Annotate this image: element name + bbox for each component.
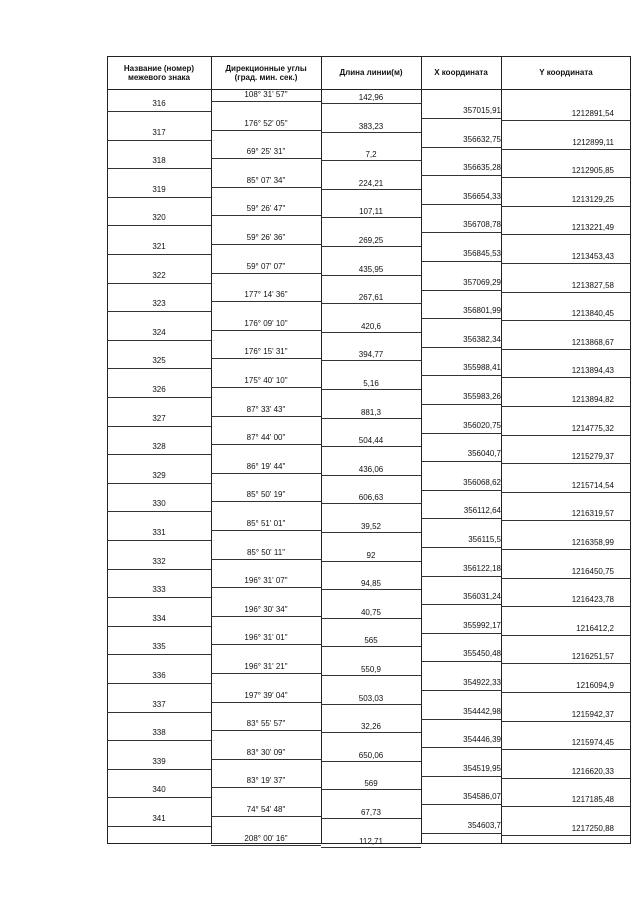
row-divider — [107, 111, 211, 112]
marker-number: 317 — [152, 127, 166, 137]
direction-angle: 176° 09' 10" — [244, 318, 288, 328]
row-divider — [321, 561, 421, 562]
row-divider — [501, 406, 631, 407]
row-divider — [211, 787, 321, 788]
row-divider — [321, 389, 421, 390]
marker-number: 320 — [152, 213, 166, 223]
direction-angle: 59° 26' 36" — [246, 233, 286, 242]
y-coordinate: 1215974,45 — [571, 738, 614, 748]
direction-angle: 87° 44' 00" — [246, 433, 286, 443]
marker-number: 333 — [152, 585, 166, 595]
line-length: 142,96 — [358, 93, 384, 102]
row-divider — [421, 318, 501, 319]
line-length: 40,75 — [360, 607, 382, 617]
y-coordinate: 1213868,67 — [571, 337, 614, 347]
row-divider — [321, 532, 421, 533]
row-divider — [107, 454, 211, 455]
row-divider — [107, 397, 211, 398]
row-divider — [501, 435, 631, 436]
y-coordinate: 1217250,88 — [571, 824, 614, 833]
marker-number: 328 — [152, 442, 166, 452]
row-divider — [501, 578, 631, 579]
row-divider — [501, 835, 631, 836]
line-length: 650,06 — [358, 750, 384, 760]
row-divider — [211, 559, 321, 560]
x-coordinate: 354586,07 — [463, 792, 501, 802]
row-divider — [321, 303, 421, 304]
direction-angle: 197° 39' 04" — [244, 690, 288, 700]
row-divider — [321, 132, 421, 133]
row-divider — [321, 675, 421, 676]
marker-number: 330 — [152, 499, 166, 509]
header-divider — [107, 89, 631, 90]
line-length: 32,26 — [360, 722, 382, 732]
row-divider — [321, 360, 421, 361]
x-coordinate: 356040,7 — [467, 449, 501, 459]
row-divider — [321, 446, 421, 447]
row-divider — [321, 761, 421, 762]
line-length: 394,77 — [358, 350, 384, 360]
row-divider — [321, 732, 421, 733]
row-divider — [321, 189, 421, 190]
row-divider — [107, 797, 211, 798]
direction-angle: 83° 55' 57" — [246, 719, 286, 729]
x-coordinate: 356632,75 — [463, 134, 501, 144]
row-divider — [501, 635, 631, 636]
direction-angle: 69° 25' 31" — [246, 147, 286, 157]
marker-number: 331 — [152, 528, 166, 537]
marker-number: 316 — [152, 99, 166, 108]
x-coordinate: 356031,24 — [463, 592, 501, 602]
row-divider — [107, 826, 211, 827]
y-coordinate: 1216319,57 — [571, 509, 614, 519]
line-length: 420,6 — [360, 321, 382, 331]
row-divider — [321, 160, 421, 161]
direction-angle: 196° 31' 07" — [244, 576, 288, 586]
row-divider — [501, 520, 631, 521]
row-divider — [501, 463, 631, 464]
line-length: 112,71 — [359, 836, 383, 846]
direction-angle: 83° 19' 37" — [246, 776, 286, 786]
x-coordinate: 356068,62 — [463, 477, 501, 487]
row-divider — [421, 804, 501, 805]
direction-angle: 175° 40' 10" — [244, 376, 288, 385]
row-divider — [321, 847, 421, 848]
row-divider — [421, 290, 501, 291]
x-coordinate: 354922,33 — [463, 678, 501, 687]
row-divider — [321, 275, 421, 276]
marker-number: 326 — [152, 385, 166, 394]
row-divider — [211, 387, 321, 388]
row-divider — [107, 168, 211, 169]
row-divider — [421, 747, 501, 748]
y-coordinate: 1216423,78 — [571, 595, 614, 605]
header-x-coordinate: X координата — [434, 68, 488, 77]
row-divider — [211, 158, 321, 159]
direction-angle: 177° 14' 36" — [244, 290, 288, 300]
row-divider — [421, 833, 501, 834]
x-coordinate: 356112,64 — [463, 506, 501, 516]
x-coordinate: 354519,95 — [463, 763, 501, 773]
row-divider — [321, 618, 421, 619]
row-divider — [107, 683, 211, 684]
row-divider — [421, 776, 501, 777]
line-length: 550,9 — [360, 665, 382, 674]
x-coordinate: 356708,78 — [463, 220, 501, 230]
row-divider — [211, 444, 321, 445]
row-divider — [211, 644, 321, 645]
x-coordinate: 354446,39 — [463, 735, 501, 745]
x-coordinate: 356122,18 — [463, 563, 501, 573]
direction-angle: 85° 07' 34" — [246, 175, 286, 185]
x-coordinate: 355450,48 — [463, 649, 501, 659]
row-divider — [421, 147, 501, 148]
x-coordinate: 355983,26 — [463, 392, 501, 401]
row-divider — [211, 587, 321, 588]
line-length: 504,44 — [358, 436, 384, 446]
y-coordinate: 1212899,11 — [572, 137, 614, 147]
direction-angle: 85° 50' 11" — [246, 547, 286, 557]
row-divider — [501, 606, 631, 607]
direction-angle: 196° 30' 34" — [244, 604, 288, 614]
row-divider — [107, 368, 211, 369]
row-divider — [321, 246, 421, 247]
row-divider — [211, 416, 321, 417]
line-length: 267,61 — [358, 293, 384, 303]
x-coordinate: 356382,34 — [463, 334, 501, 344]
y-coordinate: 1216620,33 — [571, 766, 614, 776]
marker-number: 339 — [152, 756, 166, 766]
y-coordinate: 1214775,32 — [571, 423, 614, 433]
y-coordinate: 1216358,99 — [571, 538, 614, 547]
x-coordinate: 355992,17 — [463, 620, 501, 630]
marker-number: 329 — [152, 470, 166, 480]
row-divider — [321, 217, 421, 218]
marker-number: 338 — [152, 728, 166, 738]
marker-number: 340 — [152, 785, 166, 795]
row-divider — [421, 490, 501, 491]
row-divider — [501, 549, 631, 550]
row-divider — [211, 101, 321, 102]
marker-number: 325 — [152, 356, 166, 366]
y-coordinate: 1213827,58 — [571, 280, 614, 290]
row-divider — [421, 576, 501, 577]
row-divider — [107, 225, 211, 226]
row-divider — [501, 149, 631, 150]
row-divider — [501, 292, 631, 293]
row-divider — [107, 254, 211, 255]
header-direction-angle: Дирекционные углы (град. мин. сек.) — [225, 63, 307, 82]
line-length: 94,85 — [360, 579, 382, 589]
row-divider — [421, 375, 501, 376]
x-coordinate: 356635,28 — [463, 163, 501, 173]
row-divider — [211, 759, 321, 760]
x-coordinate: 357015,91 — [463, 106, 501, 115]
row-divider — [321, 418, 421, 419]
marker-number: 337 — [152, 699, 166, 709]
y-coordinate: 1213221,49 — [571, 223, 614, 233]
y-coordinate: 1213453,43 — [571, 252, 614, 261]
direction-angle: 208° 00' 16" — [244, 833, 288, 843]
row-divider — [501, 120, 631, 121]
marker-number: 332 — [152, 556, 166, 566]
row-divider — [107, 654, 211, 655]
x-coordinate: 356020,75 — [463, 420, 501, 430]
row-divider — [211, 816, 321, 817]
row-divider — [211, 187, 321, 188]
marker-number: 324 — [152, 327, 166, 337]
marker-number: 327 — [152, 413, 166, 423]
row-divider — [211, 673, 321, 674]
header-line-length: Длина линии(м) — [339, 68, 403, 77]
x-coordinate: 356845,53 — [463, 249, 501, 258]
line-length: 269,25 — [358, 236, 384, 245]
row-divider — [421, 404, 501, 405]
row-divider — [107, 569, 211, 570]
row-divider — [501, 320, 631, 321]
row-divider — [421, 690, 501, 691]
row-divider — [501, 721, 631, 722]
row-divider — [421, 719, 501, 720]
row-divider — [321, 704, 421, 705]
y-coordinate: 1213129,25 — [571, 194, 614, 204]
direction-angle: 74° 54' 48" — [246, 805, 286, 814]
x-coordinate: 356801,99 — [463, 306, 501, 316]
line-length: 67,73 — [360, 808, 382, 817]
row-divider — [421, 118, 501, 119]
header-y-coordinate: Y координата — [539, 68, 593, 77]
row-divider — [421, 604, 501, 605]
direction-angle: 176° 52' 05" — [244, 118, 288, 128]
row-divider — [211, 845, 321, 846]
marker-number: 334 — [152, 613, 166, 623]
row-divider — [501, 263, 631, 264]
line-length: 606,63 — [358, 493, 384, 503]
marker-number: 321 — [152, 242, 166, 251]
row-divider — [421, 661, 501, 662]
line-length: 436,06 — [358, 464, 384, 474]
marker-number: 341 — [152, 814, 166, 823]
row-divider — [211, 730, 321, 731]
x-coordinate: 357069,29 — [463, 277, 501, 287]
row-divider — [107, 426, 211, 427]
row-divider — [501, 177, 631, 178]
marker-number: 336 — [152, 671, 166, 680]
row-divider — [211, 702, 321, 703]
row-divider — [421, 633, 501, 634]
marker-number: 323 — [152, 299, 166, 309]
marker-number: 322 — [152, 270, 166, 280]
row-divider — [501, 492, 631, 493]
x-coordinate: 356654,33 — [463, 191, 501, 201]
y-coordinate: 1215279,37 — [571, 452, 614, 462]
row-divider — [107, 311, 211, 312]
row-divider — [501, 663, 631, 664]
direction-angle: 196° 31' 21" — [244, 662, 288, 671]
row-divider — [421, 461, 501, 462]
row-divider — [321, 332, 421, 333]
x-coordinate: 356115,5 — [468, 535, 501, 544]
line-length: 503,03 — [358, 693, 384, 703]
row-divider — [501, 692, 631, 693]
line-length: 39,52 — [360, 522, 382, 531]
x-coordinate: 354603,7 — [467, 821, 501, 830]
row-divider — [501, 349, 631, 350]
row-divider — [501, 234, 631, 235]
row-divider — [421, 261, 501, 262]
row-divider — [107, 740, 211, 741]
row-divider — [107, 769, 211, 770]
line-length: 569 — [364, 779, 378, 789]
row-divider — [211, 358, 321, 359]
marker-number: 318 — [152, 156, 166, 166]
row-divider — [107, 712, 211, 713]
row-divider — [321, 503, 421, 504]
direction-angle: 59° 07' 07" — [246, 261, 286, 271]
direction-angle: 83° 30' 09" — [246, 747, 286, 757]
row-divider — [107, 483, 211, 484]
y-coordinate: 1213894,43 — [571, 366, 614, 376]
row-divider — [321, 103, 421, 104]
row-divider — [321, 589, 421, 590]
y-coordinate: 1215714,54 — [571, 480, 614, 490]
marker-number: 319 — [152, 184, 166, 194]
coordinates-table — [107, 56, 631, 844]
row-divider — [107, 626, 211, 627]
direction-angle: 87° 33' 43" — [246, 404, 286, 414]
line-length: 881,3 — [360, 407, 382, 417]
y-coordinate: 1216251,57 — [571, 652, 614, 662]
row-divider — [211, 244, 321, 245]
line-length: 383,23 — [358, 121, 384, 131]
row-divider — [501, 749, 631, 750]
row-divider — [107, 140, 211, 141]
row-divider — [107, 597, 211, 598]
row-divider — [321, 789, 421, 790]
row-divider — [321, 646, 421, 647]
row-divider — [211, 273, 321, 274]
row-divider — [421, 204, 501, 205]
row-divider — [421, 518, 501, 519]
y-coordinate: 1215942,37 — [571, 709, 614, 719]
row-divider — [211, 215, 321, 216]
row-divider — [421, 347, 501, 348]
row-divider — [421, 433, 501, 434]
direction-angle: 86° 19' 44" — [246, 461, 286, 471]
x-coordinate: 355988,41 — [463, 363, 501, 373]
y-coordinate: 1213894,82 — [571, 395, 614, 404]
row-divider — [211, 301, 321, 302]
row-divider — [421, 175, 501, 176]
row-divider — [321, 475, 421, 476]
row-divider — [211, 501, 321, 502]
header-marker-name: Название (номер) межевого знака — [123, 63, 195, 82]
y-coordinate: 1216450,75 — [571, 566, 614, 576]
row-divider — [421, 232, 501, 233]
y-coordinate: 1217185,48 — [571, 795, 614, 805]
row-divider — [321, 818, 421, 819]
line-length: 107,11 — [359, 207, 383, 217]
line-length: 7,2 — [365, 150, 377, 160]
line-length: 435,95 — [358, 264, 384, 274]
x-coordinate: 354442,98 — [463, 706, 501, 716]
line-length: 92 — [366, 550, 376, 560]
row-divider — [211, 616, 321, 617]
y-coordinate: 1212905,85 — [571, 166, 614, 176]
y-coordinate: 1213840,45 — [571, 309, 614, 319]
line-length: 5,16 — [363, 379, 379, 388]
direction-angle: 196° 31' 01" — [244, 633, 288, 643]
direction-angle: 85° 50' 19" — [246, 490, 286, 500]
row-divider — [211, 530, 321, 531]
marker-number: 335 — [152, 642, 166, 652]
y-coordinate: 1216412,2 — [576, 623, 614, 633]
y-coordinate: 1212891,54 — [571, 109, 614, 118]
row-divider — [421, 547, 501, 548]
direction-angle: 176° 15' 31" — [244, 347, 288, 357]
row-divider — [107, 540, 211, 541]
row-divider — [501, 806, 631, 807]
direction-angle: 85° 51' 01" — [246, 519, 286, 528]
row-divider — [211, 130, 321, 131]
direction-angle: 108° 31' 57" — [244, 90, 288, 99]
row-divider — [107, 283, 211, 284]
row-divider — [501, 778, 631, 779]
row-divider — [501, 377, 631, 378]
line-length: 565 — [364, 636, 378, 646]
row-divider — [107, 511, 211, 512]
y-coordinate: 1216094,9 — [576, 681, 614, 690]
direction-angle: 59° 26' 47" — [246, 204, 286, 214]
row-divider — [211, 330, 321, 331]
row-divider — [107, 340, 211, 341]
line-length: 224,21 — [358, 178, 384, 188]
row-divider — [211, 473, 321, 474]
row-divider — [501, 206, 631, 207]
row-divider — [107, 197, 211, 198]
